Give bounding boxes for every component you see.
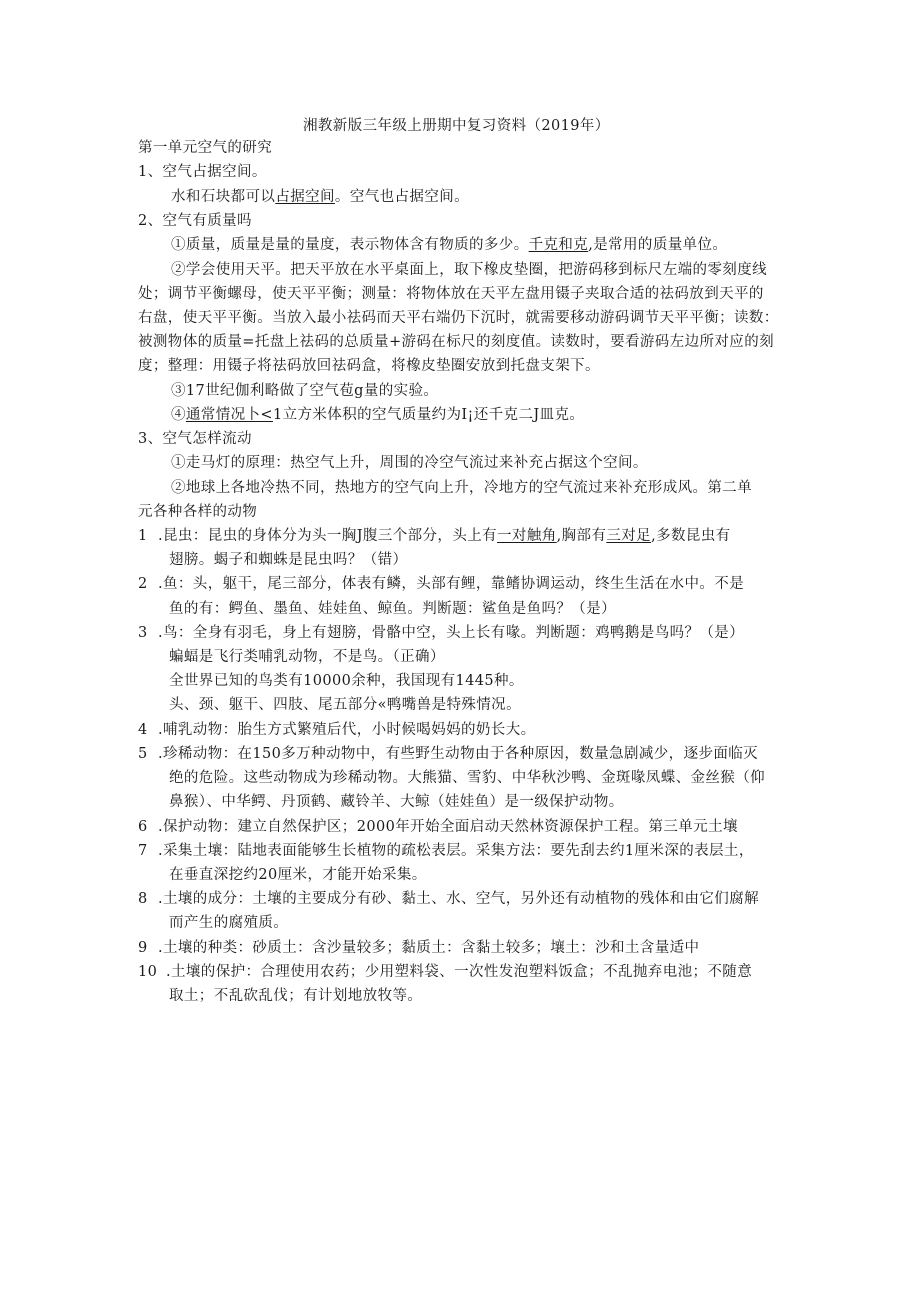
list-number: 9 <box>138 940 148 956</box>
text: 水和石块都可以 <box>171 189 276 205</box>
text: 。空气也占据空间。 <box>334 189 470 205</box>
list-item-6-line-1 <box>138 817 738 837</box>
list-number: 7 <box>138 843 148 859</box>
list-number: 1 <box>138 528 148 544</box>
list-item-7-line-2: 在垂直深挖约20厘米，才能开始采集。 <box>169 867 427 883</box>
section-3-heading: 3、空气怎样流动 <box>138 431 252 447</box>
underlined-term: 占据空间 <box>275 189 335 205</box>
list-number: 5 <box>138 746 148 762</box>
text: ,多数昆虫有 <box>651 528 731 544</box>
text: .鸟：全身有羽毛，身上有翅膀，骨骼中空，头上长有喙。判断题：鸡鸭鹅是鸟吗？（是） <box>158 625 745 641</box>
list-item-7-line-1 <box>138 841 754 861</box>
underlined-term: 通常情况卜< <box>185 407 273 423</box>
list-item-1-line-2: 翅膀。蝎子和蜘蛛是昆虫吗？（错） <box>169 552 408 568</box>
underlined-term: 三对足 <box>606 528 652 544</box>
underlined-term: 一对触角 <box>497 528 557 544</box>
list-number: 8 <box>138 891 148 907</box>
list-item-8-line-1 <box>138 889 759 909</box>
list-item-5-line-1 <box>138 744 758 764</box>
text: .土壤的种类：砂质土：含沙量较多；黏质土：含黏土较多；壤土：沙和土含量适中 <box>158 940 700 956</box>
list-item-4-line-1 <box>138 720 536 740</box>
list-number: 10 <box>138 964 158 980</box>
section-3-paragraph-1: ①走马灯的原理：热空气上升，周围的冷空气流过来补充占据这个空间。 <box>171 455 648 471</box>
list-item-8-line-2: 而产生的腐殖质。 <box>169 915 289 931</box>
text: 1立方米体积的空气质量约为I¡还千克二J皿克。 <box>272 407 585 423</box>
section-2-paragraph-2-line-2: 处；调节平衡螺母，使天平平衡；测量：将物体放在天平左盘用镊子夹取合适的祛码放到天平的 <box>138 286 764 302</box>
section-2-paragraph-2-line-3: 右盘，使天平平衡。当放入最小祛码而天平右端仍下沉时，就需要移动游码调节天平平衡；读数： <box>138 310 779 326</box>
list-item-2-line-2: 鱼的有：鳄鱼、墨鱼、娃娃鱼、鲸鱼。判断题：鲨鱼是鱼吗？（是） <box>169 601 616 617</box>
text: .保护动物：建立自然保护区；2000年开始全面启动天然林资源保护工程。第三单元土壤 <box>158 819 738 835</box>
section-2-paragraph-2-line-4: 被测物体的质量=托盘上祛码的总质量+游码在标尺的刻度值。读数时，要看游码左边所对应的刻 <box>138 334 774 350</box>
list-number: 4 <box>138 722 148 738</box>
text: ④ <box>171 407 186 423</box>
text: .土壤的成分：土壤的主要成分有砂、黏土、水、空气，另外还有动植物的残体和由它们腐解 <box>158 891 760 907</box>
list-item-1-line-1 <box>138 526 731 546</box>
text: ,胸部有 <box>556 528 607 544</box>
text: .珍稀动物：在150多万种动物中，有些野生动物由于各种原因，数量急剧减少，逐步面临灭 <box>158 746 759 762</box>
section-3-paragraph-2-line-1: ②地球上各地冷热不同，热地方的空气向上升，冷地方的空气流过来补充形成风。第二单 <box>171 480 753 496</box>
section-2-paragraph-3: ③17世纪伽利略做了空气苞g量的实验。 <box>171 383 439 399</box>
underlined-term: 千克和克 <box>528 237 589 253</box>
list-item-10-line-2: 取土；不乱砍乱伐；有计划地放牧等。 <box>169 988 423 1004</box>
unit1-heading: 第一单元空气的研究 <box>138 140 273 156</box>
section-2-paragraph-1 <box>171 235 727 255</box>
text: .采集土壤：陆地表面能够生长植物的疏松表层。采集方法：要先刮去约1厘米深的表层土， <box>158 843 754 859</box>
section-1-paragraph <box>171 187 469 207</box>
list-item-5-line-3: 鼻猴）、中华鳄、丹顶鹤、藏铃羊、大鲸（娃娃鱼）是一级保护动物。 <box>169 794 624 810</box>
text: .哺乳动物：胎生方式繁殖后代，小时候喝妈妈的奶长大。 <box>158 722 536 738</box>
text: ①质量，质量是量的量度，表示物体含有物质的多少。 <box>171 237 529 253</box>
list-item-3-line-1 <box>138 623 744 643</box>
list-item-3-line-4: 头、颈、躯干、四肢、尾五部分«鸭嘴兽是特殊情况。 <box>169 697 521 713</box>
list-item-9-line-1 <box>138 938 699 958</box>
section-2-paragraph-4 <box>171 405 584 425</box>
document-title: 湘教新版三年级上册期中复习资料（2019年） <box>303 118 610 134</box>
list-item-3-line-2: 蝙蝠是飞行类哺乳动物，不是鸟。（正确） <box>169 649 445 665</box>
list-item-2-line-1 <box>138 574 744 594</box>
list-number: 6 <box>138 819 148 835</box>
section-2-paragraph-2-line-5: 度；整理：用镊子将祛码放回祛码盒，将橡皮垫圈安放到托盘支架下。 <box>138 358 600 374</box>
section-2-paragraph-2-line-1: ②学会使用天平。把天平放在水平桌面上，取下橡皮垫圈，把游码移到标尺左端的零刻度线 <box>171 262 767 278</box>
section-2-heading: 2、空气有质量吗 <box>138 213 252 229</box>
section-1-heading: 1、空气占据空间。 <box>138 164 267 180</box>
list-number: 2 <box>138 576 148 592</box>
text: ,是常用的质量单位。 <box>588 237 728 253</box>
text: .鱼：头，躯干，尾三部分，体表有鳞，头部有鲤，靠鳍协调运动，终生生活在水中。不是 <box>158 576 745 592</box>
list-number: 3 <box>138 625 148 641</box>
list-item-5-line-2: 绝的危险。这些动物成为珍稀动物。大熊猫、雪豹、中华秋沙鸭、金斑喙凤蝶、金丝猴（仰 <box>169 770 765 786</box>
list-item-10-line-1 <box>138 962 752 982</box>
text: .土壤的保护：合理使用农药；少用塑料袋、一次性发泡塑料饭盒；不乱抛弃电池；不随意 <box>166 964 753 980</box>
text: .昆虫：昆虫的身体分为头一胸J腹三个部分，头上有 <box>158 528 498 544</box>
section-3-paragraph-2-line-2: 元各种各样的动物 <box>138 504 258 520</box>
list-item-3-line-3: 全世界已知的鸟类有10000余种，我国现有1445种。 <box>169 673 524 689</box>
